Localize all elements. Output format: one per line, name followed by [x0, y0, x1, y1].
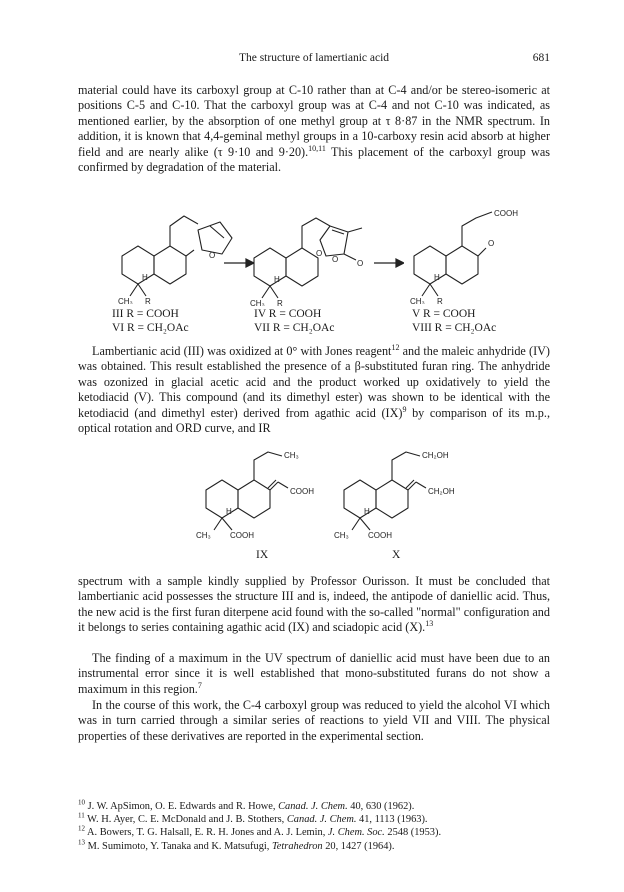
paragraph-5-text: In the course of this work, the C-4 carboxyl group was reduced to yield the alcohol VI which was in turn carried through a similar series of reactions to yield VII and VIII. The physical properties of these derivatives are reported in the experimental section.: [78, 698, 550, 743]
label-CH3-top-IX: CH₃: [284, 451, 299, 460]
paragraph-3-ref: 13: [425, 619, 434, 629]
running-title: The structure of lamertianic acid: [238, 52, 390, 64]
footnotes: [78, 800, 558, 853]
label-CH2OH-top-X: CH₂OH: [422, 451, 449, 460]
label-COOH-X: COOH: [368, 531, 392, 540]
label-H-V: H: [434, 273, 440, 282]
paragraph-3-text: spectrum with a sample kindly supplied by Professor Ourisson. It must be concluded that lambertianic acid possesses the structure III and is, indeed, the antipode of daniellic acid. Thus, the new acid is the first furan diterpene acid found with the so-called "normal" configuration and it belongs to series containing agathic acid (IX) and sciadopic acid (X).: [78, 574, 550, 635]
structure-IX: [196, 444, 336, 544]
label-H-III: H: [142, 273, 148, 282]
footnote-10: $^{10}$ J. W. ApSimon, O. E. Edwards and R. Howe, Canad. J. Chem. 40, 630 (1962).: [78, 798, 415, 812]
label-X: X: [392, 549, 401, 561]
page-header: [78, 52, 550, 68]
label-O-III: O: [209, 251, 216, 260]
label-O-V: O: [488, 239, 495, 248]
paragraph-1-ref: 10,11: [308, 143, 326, 153]
caption-V-VIII: [412, 307, 496, 335]
structure-X: [334, 444, 474, 544]
caption-III: III R = COOH: [112, 308, 179, 320]
label-IX: IX: [256, 549, 269, 561]
structure-III: [112, 212, 242, 304]
paragraph-4: [78, 651, 550, 697]
page-number: 681: [532, 52, 550, 64]
label-COOH-IX: COOH: [230, 531, 254, 540]
reaction-arrow-2: [374, 255, 404, 273]
paragraph-2-ref2: 9: [402, 404, 407, 414]
paragraph-4-text: The finding of a maximum in the UV spectrum of daniellic acid must have been due to an instrumental error since it is well established that mono-substituted furans do not show a maximum in this region.: [78, 651, 550, 696]
label-COOH-side-IX: COOH: [290, 487, 314, 496]
caption-IV: IV R = COOH: [254, 308, 322, 320]
paragraph-2-text: Lambertianic acid (III) was oxidized at 0° with Jones reagent: [92, 344, 392, 358]
caption-VI: VI R = CH₂OAc: [112, 322, 189, 334]
footnote-13: $^{13}$ M. Sumimoto, Y. Tanaka and K. Matsufugi, Tetrahedron 20, 1427 (1964).: [78, 838, 395, 852]
paragraph-1-text: material could have its carboxyl group at C-10 rather than at C-4 and/or be stereo-isomeric at positions C-5 and C-10. That the carboxyl group was at C-4 and not C-10 was indicated, as mentioned earlier, by the absorption of one methyl group at τ 8·87 in the NMR spectrum. In addition, it is known that 4,4-geminal methyl groups in a 10-carboxy resin acid absorb at higher field and are nearly alike (τ 9·10 and 9·20).: [78, 83, 550, 159]
paragraph-4-ref: 7: [197, 680, 202, 690]
label-CH3-III: CH₃: [118, 297, 133, 304]
label-CH3-V: CH₃: [410, 297, 425, 304]
footnote-12: $^{12}$ A. Bowers, T. G. Halsall, E. R. H. Jones and A. J. Lemin, J. Chem. Soc. 2548 (1953).: [78, 824, 442, 839]
label-H-X: H: [364, 507, 370, 516]
paragraph-2-rest: and the maleic anhydride (IV) was obtained. This result established the presence of a β-substituted furan ring. The anhydride was ozonized in glacial acetic acid and the product worked up oxidatively to yield the ketodiacid (V). This compound (and its dimethyl ester) was shown to be identical with the ketodiacid (and dimethyl ester) derived from agathic acid (IX): [78, 344, 550, 420]
label-CH3-IX: CH₃: [196, 531, 211, 540]
caption-IV-VII: [254, 307, 334, 335]
label-CH2OH-side-X: CH₂OH: [428, 487, 455, 496]
paragraph-2-ref: 12: [391, 342, 400, 352]
caption-VIII: VIII R = CH₂OAc: [412, 322, 497, 334]
label-COOH-V: COOH: [494, 210, 518, 218]
label-R-IV: R: [277, 299, 283, 306]
paragraph-1: [78, 83, 550, 175]
label-R-III: R: [145, 297, 151, 304]
label-O3-IV: O: [357, 259, 364, 268]
paragraph-1-tail: This placement of the carboxyl group was confirmed by degradation of the material.: [78, 144, 550, 175]
structure-V: [404, 210, 534, 304]
label-CH3-X: CH₃: [334, 531, 349, 540]
paragraph-2: [78, 344, 550, 436]
footnote-11: $^{11}$ W. H. Ayer, C. E. McDonald and J. B. Stothers, Canad. J. Chem. 41, 1113 (1963).: [78, 811, 428, 826]
caption-VII: VII R = CH₂OAc: [254, 322, 335, 334]
label-O2-IV: O: [332, 255, 339, 264]
structure-IV: [244, 214, 374, 306]
label-O1-IV: O: [316, 249, 323, 258]
caption-V: V R = COOH: [412, 308, 476, 320]
paragraph-2-end: by comparison of its m.p., optical rotation and ORD curve, and IR: [78, 405, 550, 436]
caption-III-VI: [112, 307, 189, 335]
paragraph-5: [78, 698, 550, 744]
label-R-V: R: [437, 297, 443, 304]
paragraph-3: [78, 574, 550, 636]
label-H-IX: H: [226, 507, 232, 516]
label-H-IV: H: [274, 275, 280, 284]
label-CH3-IV: CH₃: [250, 299, 265, 306]
